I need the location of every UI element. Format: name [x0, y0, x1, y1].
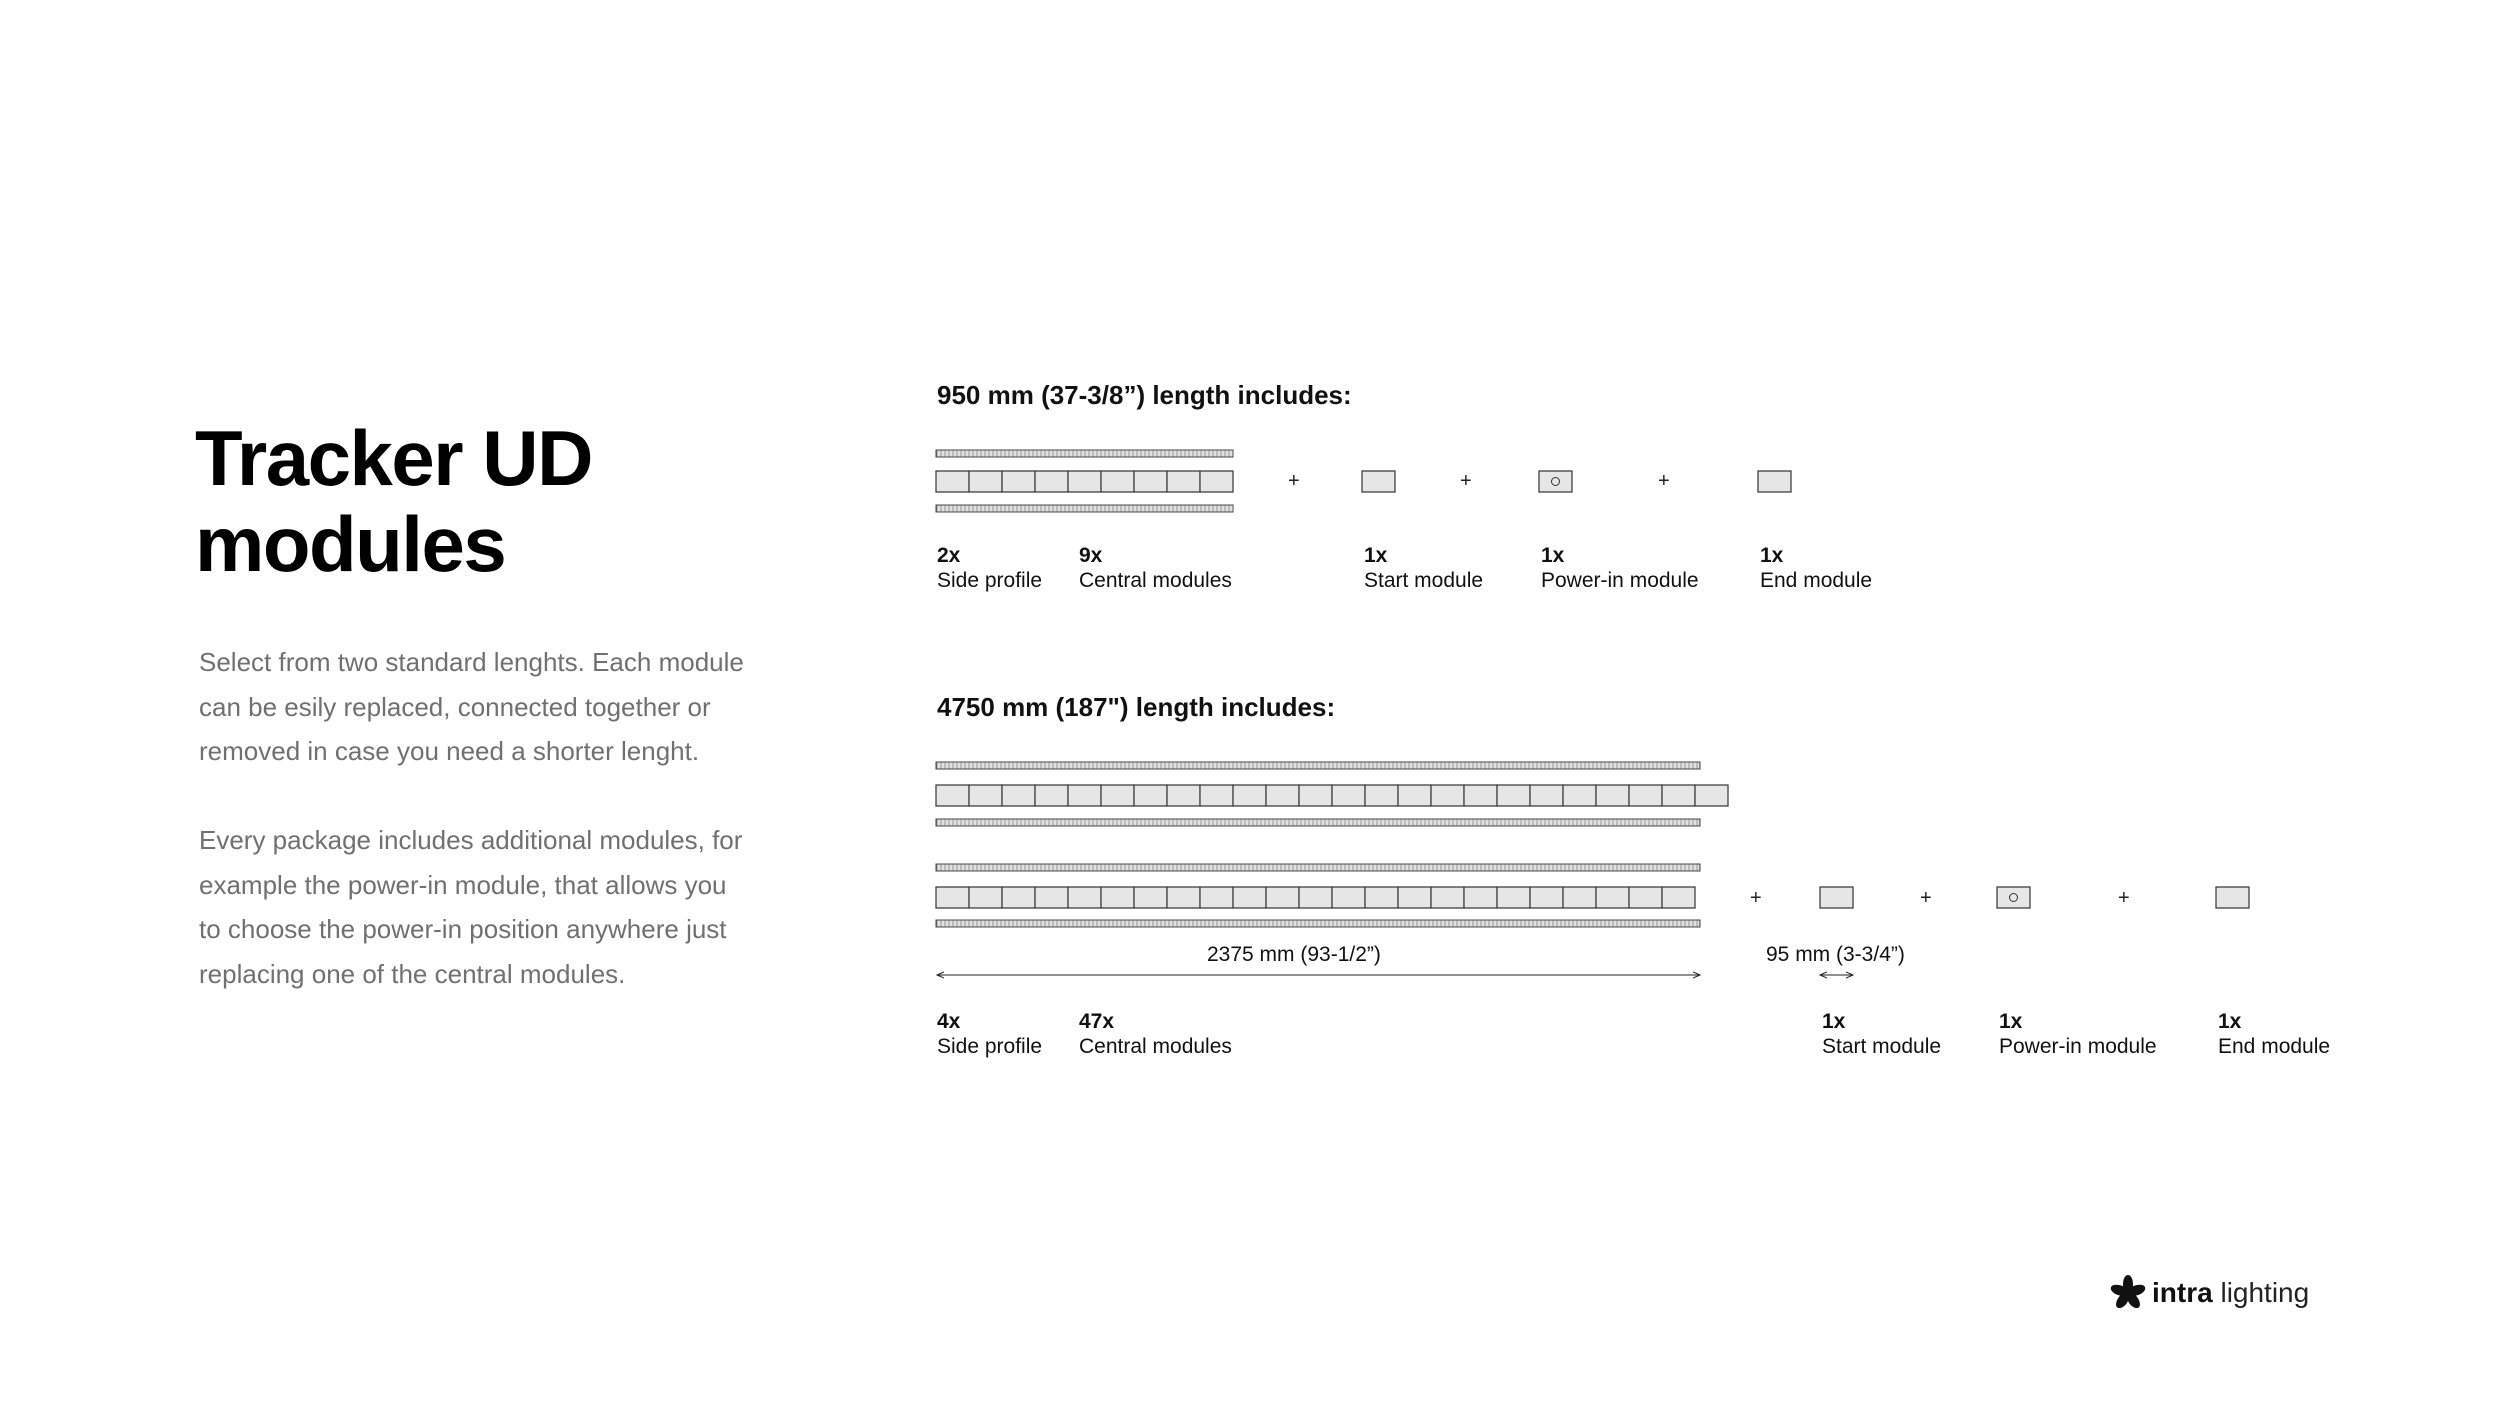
power-in-module	[1997, 887, 2030, 908]
central-module	[1200, 785, 1233, 806]
central-module	[1662, 887, 1695, 908]
central-module	[1101, 471, 1134, 492]
side-profile	[936, 762, 1700, 769]
central-module	[936, 887, 969, 908]
package-950-item-central-modules	[1079, 543, 1232, 593]
item-label: End module	[2218, 1035, 2331, 1058]
central-module	[1266, 785, 1299, 806]
item-qty: 1x	[1541, 544, 1565, 567]
side-profile	[936, 505, 1233, 512]
logo-brand: intra	[2152, 1277, 2213, 1308]
central-module	[1365, 785, 1398, 806]
side-profile	[936, 450, 1233, 457]
start-module	[1362, 471, 1395, 492]
title-line-2: modules	[195, 500, 506, 588]
plus-sign: +	[1288, 470, 1300, 492]
central-module	[969, 471, 1002, 492]
end-module	[2216, 887, 2249, 908]
item-label: Start module	[1822, 1035, 1942, 1058]
item-label: Start module	[1364, 569, 1484, 592]
item-label: Side profile	[937, 569, 1043, 592]
side-profile	[936, 920, 1700, 927]
central-module	[1563, 785, 1596, 806]
central-module	[1563, 887, 1596, 908]
central-module	[1134, 471, 1167, 492]
central-module	[1662, 785, 1695, 806]
central-module	[1497, 785, 1530, 806]
title-line-1: Tracker UD	[195, 414, 592, 502]
item-label: End module	[1760, 569, 1873, 592]
central-module	[1167, 785, 1200, 806]
package-4750-item-end-module	[2218, 1009, 2330, 1059]
central-module	[1035, 785, 1068, 806]
central-module	[1101, 887, 1134, 908]
plus-sign: +	[1460, 470, 1472, 492]
package-4750-item-power-in-module	[1999, 1009, 2157, 1059]
logo-text	[2152, 1277, 2309, 1309]
package-4750-item-central-modules	[1079, 1009, 1232, 1059]
description-line: removed in case you need a shorter lenght.	[199, 736, 700, 766]
central-module	[1629, 785, 1662, 806]
end-module	[1758, 471, 1791, 492]
plus-sign: +	[1750, 887, 1762, 909]
package-950-item-start-module	[1364, 543, 1483, 593]
item-qty: 47x	[1079, 1010, 1115, 1033]
central-module	[1068, 887, 1101, 908]
description-line: to choose the power-in position anywhere just	[199, 914, 727, 944]
central-module	[1464, 785, 1497, 806]
description-line: Every package includes additional modules, for	[199, 825, 743, 855]
central-module	[1464, 887, 1497, 908]
side-profile	[936, 819, 1700, 826]
central-module	[1629, 887, 1662, 908]
central-module	[1332, 785, 1365, 806]
flower-icon	[2110, 1275, 2146, 1311]
plus-sign: +	[1920, 887, 1932, 909]
item-label: Power-in module	[1541, 569, 1699, 592]
central-module	[1167, 887, 1200, 908]
start-module	[1820, 887, 1853, 908]
central-module	[1200, 471, 1233, 492]
item-label: Central modules	[1079, 569, 1232, 592]
item-qty: 2x	[937, 544, 961, 567]
dimension-module-label: 95 mm (3-3/4”)	[1766, 943, 1905, 966]
item-qty: 1x	[1760, 544, 1784, 567]
central-module	[1233, 785, 1266, 806]
central-module	[1134, 785, 1167, 806]
central-module	[1002, 887, 1035, 908]
central-module	[1398, 887, 1431, 908]
dimension-main-label: 2375 mm (93-1/2”)	[1207, 943, 1381, 966]
central-module	[1497, 887, 1530, 908]
package-950-heading: 950 mm (37-3/8”) length includes:	[937, 380, 1352, 410]
item-qty: 1x	[1364, 544, 1388, 567]
plus-sign: +	[1658, 470, 1670, 492]
description-line: example the power-in module, that allows you	[199, 869, 727, 900]
central-module	[1068, 785, 1101, 806]
item-qty: 1x	[1822, 1010, 1846, 1033]
central-module	[1299, 785, 1332, 806]
item-label: Central modules	[1079, 1035, 1232, 1058]
description-line: Select from two standard lenghts. Each module	[199, 647, 744, 677]
central-module	[936, 785, 969, 806]
central-module	[1167, 471, 1200, 492]
central-module	[1068, 471, 1101, 492]
central-module	[1332, 887, 1365, 908]
power-in-module	[1539, 471, 1572, 492]
central-module	[969, 887, 1002, 908]
package-950-item-side-profile	[937, 543, 1042, 593]
central-module	[1596, 785, 1629, 806]
item-qty: 9x	[1079, 544, 1103, 567]
central-module	[1530, 887, 1563, 908]
central-module	[1596, 887, 1629, 908]
item-label: Power-in module	[1999, 1035, 2157, 1058]
plus-sign: +	[2118, 887, 2130, 909]
central-module	[1398, 785, 1431, 806]
package-4750-item-side-profile	[937, 1009, 1042, 1059]
central-module	[1002, 471, 1035, 492]
central-module	[1035, 887, 1068, 908]
central-module	[1695, 785, 1728, 806]
package-950-item-end-module	[1760, 543, 1872, 593]
item-qty: 1x	[2218, 1010, 2242, 1033]
item-qty: 1x	[1999, 1010, 2023, 1033]
central-module	[1266, 887, 1299, 908]
central-module	[969, 785, 1002, 806]
central-module	[1101, 785, 1134, 806]
package-4750-item-start-module	[1822, 1009, 1941, 1059]
central-module	[1134, 887, 1167, 908]
central-module	[1365, 887, 1398, 908]
central-module	[1431, 887, 1464, 908]
central-module	[1530, 785, 1563, 806]
package-950-item-power-in-module	[1541, 543, 1699, 593]
side-profile	[936, 864, 1700, 871]
logo-suffix: lighting	[2220, 1277, 2310, 1308]
central-module	[1299, 887, 1332, 908]
central-module	[1035, 471, 1068, 492]
intra-lighting-logo	[2110, 1268, 2309, 1318]
description-line: replacing one of the central modules.	[199, 958, 626, 989]
central-module	[1002, 785, 1035, 806]
central-module	[1431, 785, 1464, 806]
item-qty: 4x	[937, 1010, 961, 1033]
package-4750-heading: 4750 mm (187") length includes:	[937, 692, 1336, 722]
central-module	[1233, 887, 1266, 908]
item-label: Side profile	[937, 1035, 1043, 1058]
central-module	[936, 471, 969, 492]
central-module	[1200, 887, 1233, 908]
description-line: can be esily replaced, connected together or	[199, 691, 711, 722]
